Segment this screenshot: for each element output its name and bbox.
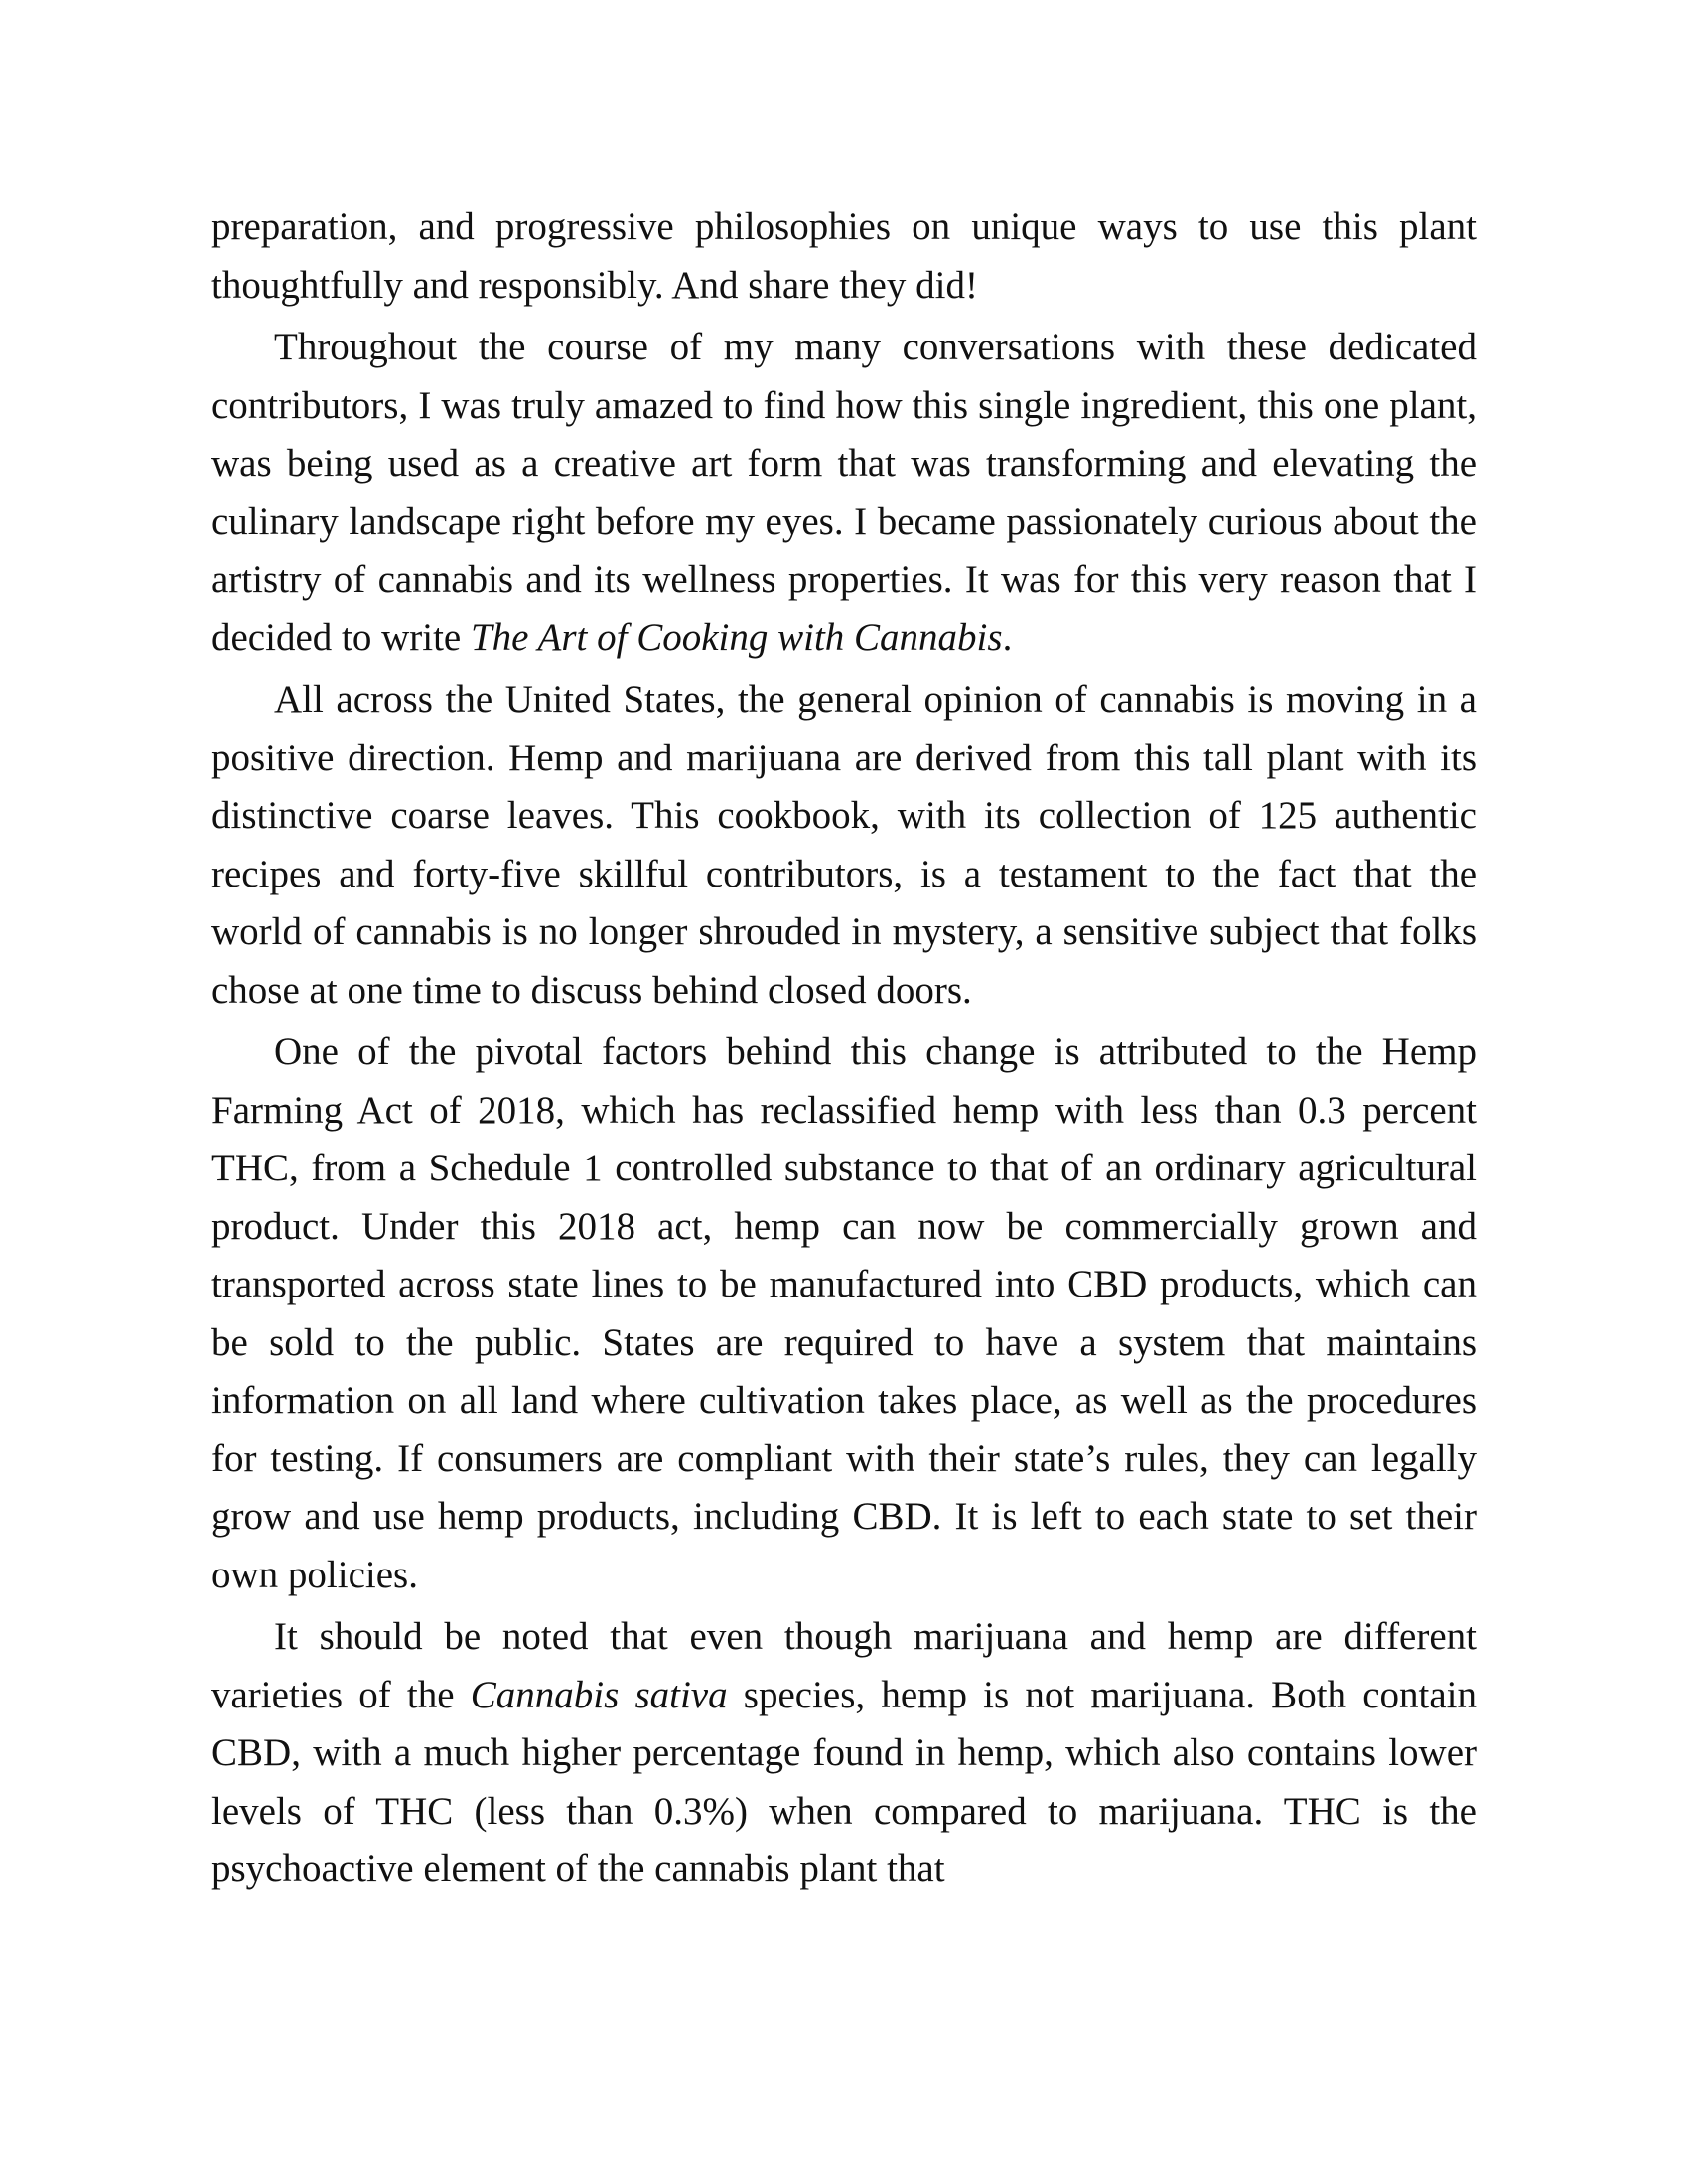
- paragraph-1: [211, 199, 1477, 315]
- species-name-italic: Cannabis sativa: [470, 1673, 728, 1716]
- paragraph-2-text: Throughout the course of my many conversations with these dedicated contributors, I was truly amazed to find how this single ingredient, this one plant, was being used as a creative art form that was transforming and elevating the culinary landscape right before my eyes. I became passionately curious about the artistry of cannabis and its wellness properties. It was for this very reason that I decided to write: [211, 326, 1477, 659]
- paragraph-5-end: species, hemp is not marijuana. Both contain CBD, with a much higher percentage found in hemp, which also contains lower levels of THC (less than 0.3%) when compared to marijuana. THC is the psychoactive element of the cannabis plant that: [211, 1673, 1477, 1890]
- paragraph-3: [211, 671, 1477, 1020]
- paragraph-3-text: All across the United States, the general opinion of cannabis is moving in a positive direction. Hemp and marijuana are derived from this tall plant with its distinctive coarse leaves. This cookbook, with its collection of 125 authentic recipes and forty-five skillful contributors, is a testament to the fact that the world of cannabis is no longer shrouded in mystery, a sensitive subject that folks chose at one time to discuss behind closed doors.: [211, 678, 1477, 1012]
- paragraph-2-end: .: [1002, 615, 1013, 659]
- paragraph-2: [211, 319, 1477, 667]
- book-title-italic: The Art of Cooking with Cannabis: [470, 615, 1003, 659]
- paragraph-4: [211, 1024, 1477, 1604]
- paragraph-1-text: preparation, and progressive philosophies on unique ways to use this plant thoughtfully and responsibly. And share they did!: [211, 205, 1477, 307]
- paragraph-4-text: One of the pivotal factors behind this change is attributed to the Hemp Farming Act of 2018, which has reclassified hemp with less than 0.3 percent THC, from a Schedule 1 controlled substance to that of an ordinary agricultural product. Under this 2018 act, hemp can now be commercially grown and transported across state lines to be manufactured into CBD products, which can be sold to the public. States are required to have a system that maintains information on all land where cultivation takes place, as well as the procedures for testing. If consumers are compliant with their state’s rules, they can legally grow and use hemp products, including CBD. It is left to each state to set their own policies.: [211, 1030, 1477, 1596]
- document-page: [211, 199, 1477, 1903]
- paragraph-5-text: It should be noted that even though marijuana and hemp are different varieties of the: [211, 1615, 1477, 1716]
- paragraph-5: [211, 1608, 1477, 1899]
